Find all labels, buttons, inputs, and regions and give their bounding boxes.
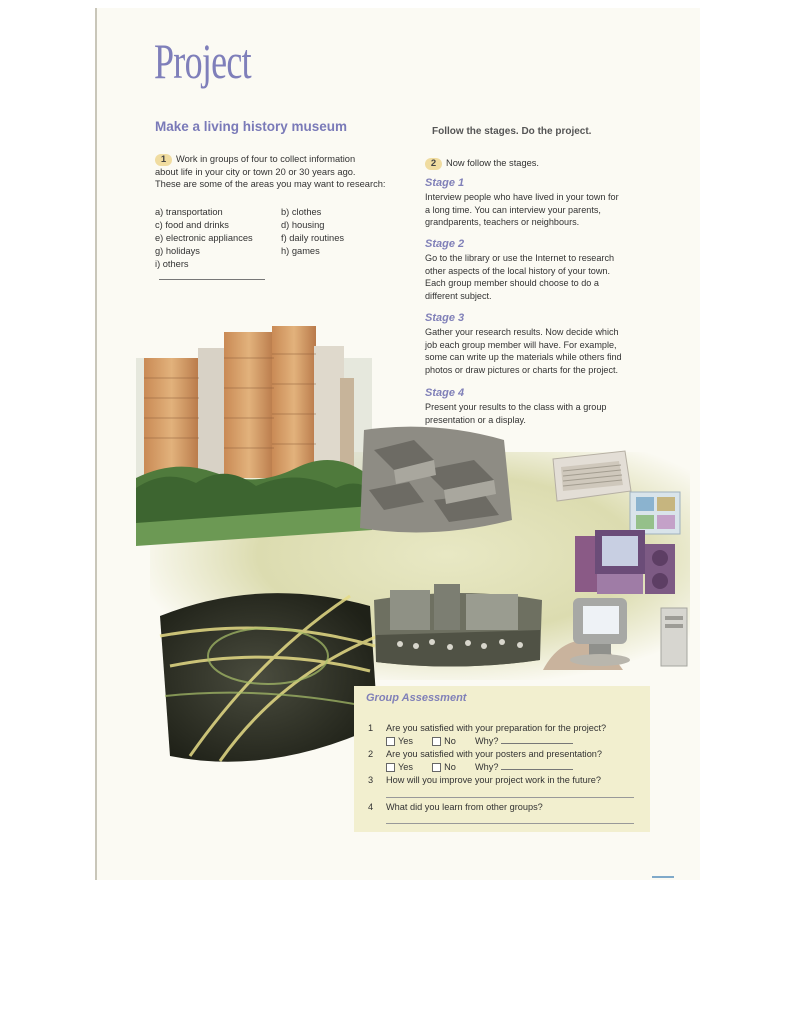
stage-4-heading: Stage 4 <box>425 387 465 399</box>
stage-2-text: Go to the library or use the Internet to research other aspects of the local history of your town. Each group member should choose to do a different subject. <box>425 253 615 302</box>
follow-instruction: Follow the stages. Do the project. <box>432 126 592 137</box>
question-1-text: Are you satisfied with your preparation for the project? <box>386 723 607 733</box>
area-item: a) transportation <box>155 207 223 217</box>
area-item: d) housing <box>281 220 325 231</box>
stage-2-heading: Stage 2 <box>425 238 465 250</box>
question-4-number: 4 <box>368 802 374 812</box>
stage-1-heading: Stage 1 <box>425 177 465 189</box>
area-item: c) food and drinks <box>155 220 229 231</box>
stage-3-heading: Stage 3 <box>425 312 465 324</box>
yes-label: Yes <box>398 762 413 772</box>
page-spine <box>95 8 97 880</box>
no-label: No <box>444 736 456 746</box>
why-answer-line[interactable] <box>501 735 573 744</box>
area-item: b) clothes <box>281 207 322 217</box>
yes-checkbox[interactable] <box>386 763 395 772</box>
question-3-text: How will you improve your project work in the future? <box>386 775 601 785</box>
task1-number-badge: 1 <box>155 154 172 166</box>
stage-1-text: Interview people who have lived in your town for a long time. You can interview your parents, grandparents, teachers or neighbours. <box>425 192 619 228</box>
question-4-answer-line[interactable] <box>386 823 634 824</box>
tv-stereo-photo <box>575 526 685 598</box>
group-assessment-title: Group Assessment <box>366 692 467 704</box>
why-label: Why? <box>475 762 499 772</box>
why-answer-line[interactable] <box>501 761 573 770</box>
research-areas-list <box>155 206 401 285</box>
no-checkbox[interactable] <box>432 763 441 772</box>
task1-line-2: about life in your city or town 20 or 30 years ago. <box>155 166 356 177</box>
yes-checkbox[interactable] <box>386 737 395 746</box>
task2-instruction: 2 Now follow the stages. <box>425 157 539 170</box>
stage-3-text: Gather your research results. Now decide which job each group member will have. For example, some can write up the materials while others find photos or draw pictures or charts for the project. <box>425 327 622 376</box>
street-crowd-photo <box>370 580 546 670</box>
question-2-number: 2 <box>368 749 374 759</box>
area-item: f) daily routines <box>281 233 345 244</box>
page-corner-mark <box>652 876 674 878</box>
highway-interchange-photo <box>150 576 382 766</box>
project-subtitle: Make a living history museum <box>155 119 348 134</box>
question-3-answer-line[interactable] <box>386 797 634 798</box>
question-3-number: 3 <box>368 775 374 785</box>
task1-line-3: These are some of the areas you may want to research: <box>155 178 386 189</box>
area-item: g) holidays <box>155 246 200 257</box>
task1-line-1: 1 Work in groups of four to collect information <box>155 153 385 166</box>
task2-number-badge: 2 <box>425 158 442 170</box>
no-label: No <box>444 762 456 772</box>
area-item: e) electronic appliances <box>155 233 253 244</box>
question-1-number: 1 <box>368 723 374 733</box>
stage-4-text: Present your results to the class with a group presentation or a display. <box>425 402 607 425</box>
question-2-options <box>386 761 573 772</box>
area-item: h) games <box>281 246 320 257</box>
no-checkbox[interactable] <box>432 737 441 746</box>
area-item-others: i) others <box>155 258 281 284</box>
task1-instructions <box>155 153 385 190</box>
yes-label: Yes <box>398 736 413 746</box>
computer-photo <box>543 592 693 670</box>
question-1-options <box>386 735 573 746</box>
air-conditioner-photo <box>547 447 635 507</box>
old-houses-photo <box>354 420 514 538</box>
others-blank-line <box>159 271 265 280</box>
question-2-text: Are you satisfied with your posters and presentation? <box>386 749 603 759</box>
apartment-buildings-photo <box>136 318 372 548</box>
why-label: Why? <box>475 736 499 746</box>
page-title: Project <box>154 33 251 89</box>
question-4-text: What did you learn from other groups? <box>386 802 543 812</box>
